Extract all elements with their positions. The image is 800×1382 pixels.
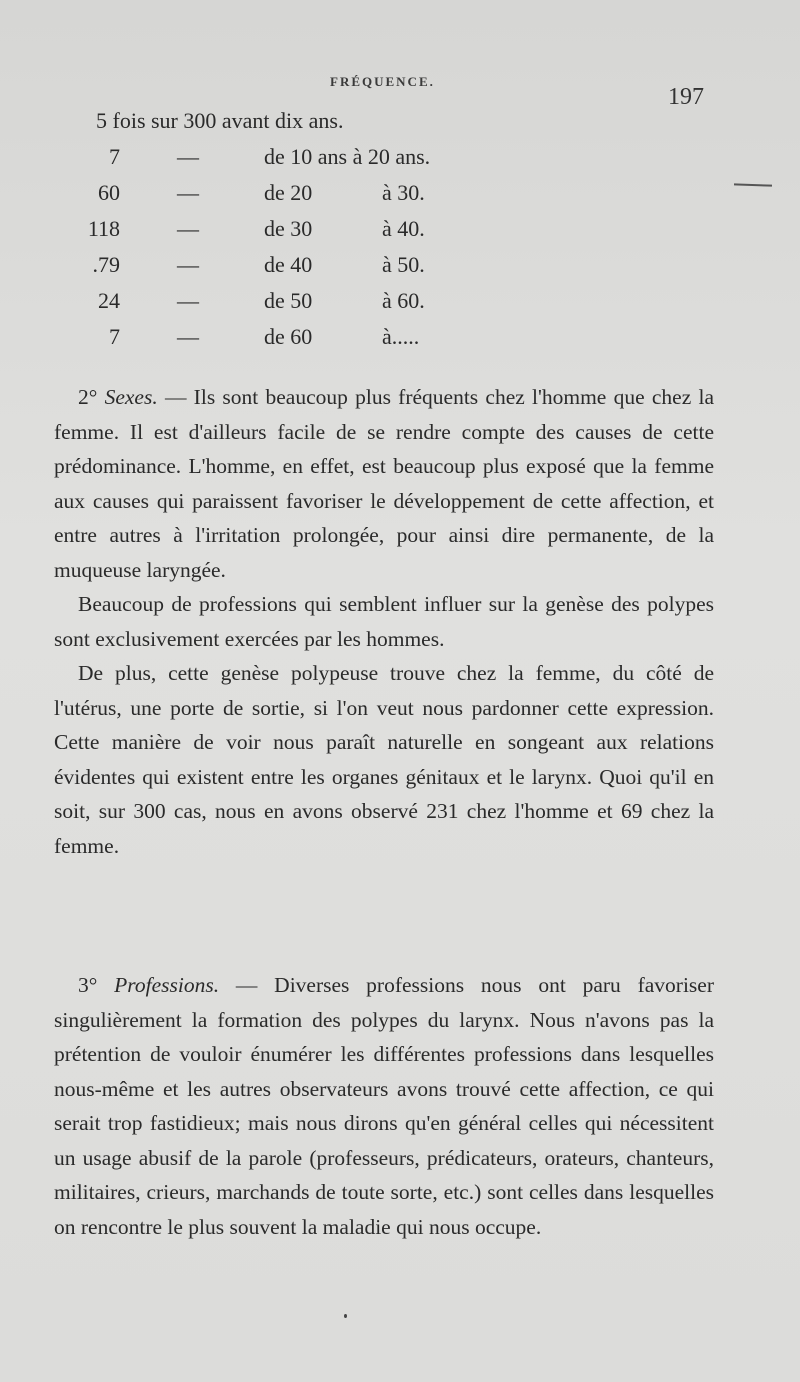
age-to-cell: à 40. <box>382 216 425 241</box>
age-to-cell: à..... <box>382 324 420 349</box>
section-number: 2° <box>78 385 98 409</box>
count-cell: 7 <box>109 324 120 349</box>
section-title: Professions. <box>114 973 220 997</box>
page-number: 197 <box>668 84 704 110</box>
age-to-cell: à 30. <box>382 180 425 205</box>
count-cell: 118 <box>87 216 120 241</box>
dash-cell: — <box>177 252 199 277</box>
paragraph <box>54 380 714 587</box>
section-sexes <box>54 380 714 863</box>
age-to-cell: à 50. <box>382 252 425 277</box>
dash-cell: — <box>177 324 199 349</box>
count-cell: 7 <box>109 144 120 169</box>
first-row-text: 5 fois sur 300 avant dix ans. <box>96 108 344 133</box>
running-title: FRÉQUENCE. <box>330 74 435 89</box>
count-cell: .79 <box>92 252 120 277</box>
age-from-cell: de 30 <box>264 216 313 241</box>
age-from-cell: de 20 <box>264 180 313 205</box>
paragraph: Beaucoup de professions qui semblent influer sur la genèse des polypes sont exclusivement exercées par les hommes. <box>54 592 714 651</box>
section-title: Sexes. <box>104 385 158 409</box>
paragraph <box>54 968 714 1244</box>
dash-cell: — <box>177 216 199 241</box>
print-speck <box>344 1314 347 1318</box>
dash-cell: — <box>177 180 199 205</box>
paragraph-text: — Diverses professions nous ont paru favoriser singulièrement la formation des polypes du larynx. Nous n'avons pas la prétention de vouloir énumérer les différentes professions dans lesquelles nous-même et les autres observateurs avons trouvé cette affection, ce qui serait trop fastidieux; mais nous dirons qu'en général celles qui nécessitent un usage abusif de la parole (professeurs, prédicateurs, orateurs, chanteurs, militaires, crieurs, marchands de toute sorte, etc.) sont celles dans lesquelles on rencontre le plus souvent la maladie qui nous occupe. <box>54 973 714 1239</box>
section-number: 3° <box>78 973 98 997</box>
age-from-cell: de 10 ans à 20 ans. <box>264 144 431 169</box>
count-cell: 60 <box>98 180 120 205</box>
dash-cell: — <box>177 288 199 313</box>
age-from-cell: de 40 <box>264 252 313 277</box>
age-from-cell: de 60 <box>264 324 313 349</box>
paragraph-text: — Ils sont beaucoup plus fréquents chez l'homme que chez la femme. Il est d'ailleurs facile de se rendre compte des causes de cette prédominance. L'homme, en effet, est beaucoup plus exposé que la femme aux causes qui paraissent favoriser le développement de cette affection, et entre autres à l'irritation prolongée, pour ainsi dire permanente, de la muqueuse laryngée. <box>54 385 714 582</box>
margin-mark <box>734 183 772 186</box>
age-from-cell: de 50 <box>264 288 313 313</box>
count-cell: 24 <box>98 288 120 313</box>
paragraph: De plus, cette genèse polypeuse trouve chez la femme, du côté de l'utérus, une porte de sortie, si l'on veut nous pardonner cette expression. Cette manière de voir nous paraît naturelle en songeant aux relations évidentes qui existent entre les organes génitaux et le larynx. Quoi qu'il en soit, sur 300 cas, nous en avons observé 231 chez l'homme et 69 chez la femme. <box>54 661 714 858</box>
section-professions <box>54 968 714 1244</box>
age-to-cell: à 60. <box>382 288 425 313</box>
dash-cell: — <box>177 144 199 169</box>
